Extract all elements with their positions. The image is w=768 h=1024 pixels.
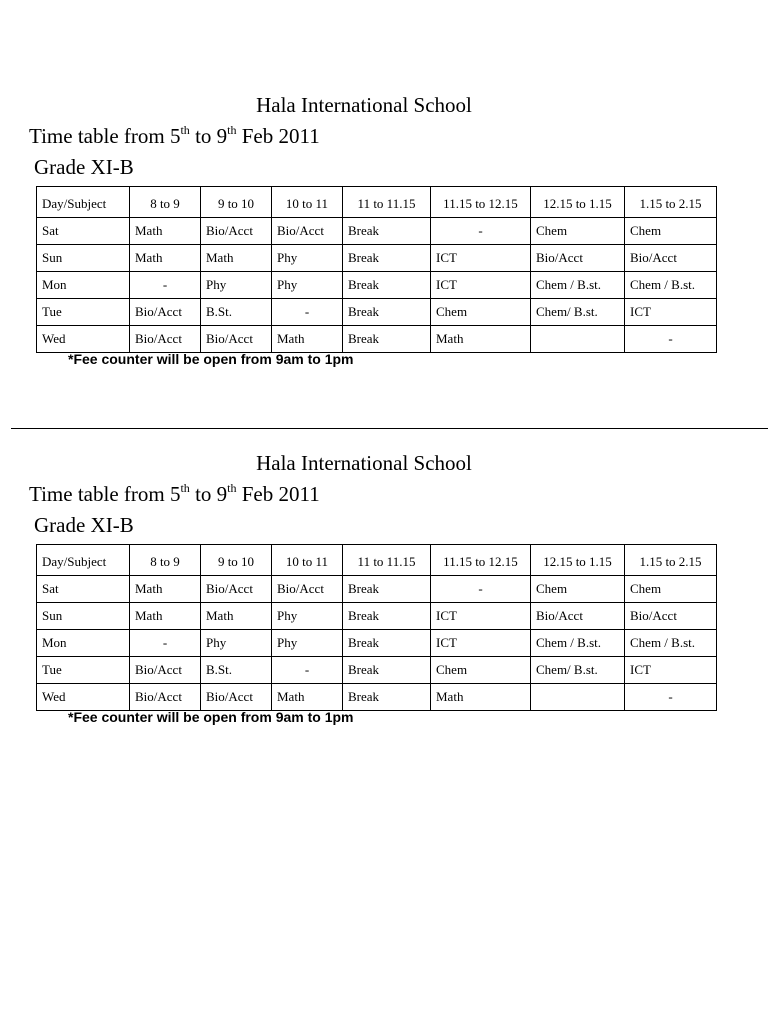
subject-cell: Chem [625, 218, 717, 245]
subject-cell: Chem / B.st. [625, 272, 717, 299]
subject-cell: Bio/Acct [272, 218, 343, 245]
subject-cell: Math [130, 603, 201, 630]
subject-cell: Phy [272, 603, 343, 630]
table-header-cell: 9 to 10 [201, 545, 272, 576]
timetable-table [36, 186, 717, 353]
day-cell: Sat [37, 576, 130, 603]
timetable-table [36, 544, 717, 711]
subject-cell: Math [130, 218, 201, 245]
table-row [37, 272, 717, 299]
subject-cell: Math [201, 603, 272, 630]
subject-cell: Chem / B.st. [625, 630, 717, 657]
subject-cell: ICT [625, 657, 717, 684]
subject-cell: Bio/Acct [531, 603, 625, 630]
subject-cell: - [625, 326, 717, 353]
table-header-cell: 11.15 to 12.15 [431, 187, 531, 218]
subject-cell: Math [431, 326, 531, 353]
subject-cell: Bio/Acct [531, 245, 625, 272]
subject-cell: B.St. [201, 657, 272, 684]
subject-cell: Math [272, 684, 343, 711]
subject-cell: Math [431, 684, 531, 711]
subject-cell: Break [343, 684, 431, 711]
subject-cell [531, 684, 625, 711]
timetable-title: Time table from 5th to 9th Feb 2011 [29, 481, 320, 506]
subject-cell: Bio/Acct [130, 299, 201, 326]
subject-cell: Math [272, 326, 343, 353]
table-row [37, 299, 717, 326]
table-header-cell: 8 to 9 [130, 545, 201, 576]
subject-cell: Bio/Acct [272, 576, 343, 603]
table-header-cell: 12.15 to 1.15 [531, 187, 625, 218]
fee-counter-note: *Fee counter will be open from 9am to 1pm [68, 709, 354, 725]
table-row [37, 630, 717, 657]
day-cell: Mon [37, 272, 130, 299]
table-header-cell: 10 to 11 [272, 187, 343, 218]
table-header-cell: 11 to 11.15 [343, 187, 431, 218]
day-cell: Wed [37, 326, 130, 353]
table-header-cell: 12.15 to 1.15 [531, 545, 625, 576]
table-row [37, 684, 717, 711]
subject-cell: Chem [531, 218, 625, 245]
table-row [37, 326, 717, 353]
subject-cell [531, 326, 625, 353]
subject-cell: Chem/ B.st. [531, 657, 625, 684]
subject-cell: Bio/Acct [201, 218, 272, 245]
table-header-row [37, 545, 717, 576]
table-header-cell: 1.15 to 2.15 [625, 545, 717, 576]
subject-cell: ICT [431, 272, 531, 299]
subject-cell: - [431, 576, 531, 603]
subject-cell: Chem / B.st. [531, 272, 625, 299]
subject-cell: Break [343, 299, 431, 326]
subject-cell: - [431, 218, 531, 245]
day-cell: Sat [37, 218, 130, 245]
subject-cell: Bio/Acct [625, 245, 717, 272]
subject-cell: Phy [272, 630, 343, 657]
subject-cell: Math [130, 245, 201, 272]
day-cell: Tue [37, 657, 130, 684]
subject-cell: ICT [431, 603, 531, 630]
subject-cell: Bio/Acct [130, 657, 201, 684]
table-header-row [37, 187, 717, 218]
subject-cell: ICT [431, 245, 531, 272]
subject-cell: Bio/Acct [625, 603, 717, 630]
subject-cell: Phy [272, 272, 343, 299]
subject-cell: Phy [201, 630, 272, 657]
day-cell: Wed [37, 684, 130, 711]
cut-line-divider [11, 428, 768, 429]
subject-cell: B.St. [201, 299, 272, 326]
subject-cell: Chem [531, 576, 625, 603]
table-row [37, 576, 717, 603]
subject-cell: Break [343, 657, 431, 684]
subject-cell: - [625, 684, 717, 711]
subject-cell: Break [343, 630, 431, 657]
table-row [37, 657, 717, 684]
day-cell: Sun [37, 245, 130, 272]
subject-cell: Chem/ B.st. [531, 299, 625, 326]
subject-cell: - [272, 657, 343, 684]
table-header-cell: Day/Subject [37, 545, 130, 576]
subject-cell: - [130, 272, 201, 299]
subject-cell: Chem [431, 657, 531, 684]
subject-cell: Break [343, 603, 431, 630]
table-header-cell: Day/Subject [37, 187, 130, 218]
subject-cell: Chem [625, 576, 717, 603]
subject-cell: Break [343, 326, 431, 353]
table-header-cell: 8 to 9 [130, 187, 201, 218]
subject-cell: Break [343, 272, 431, 299]
subject-cell: ICT [431, 630, 531, 657]
subject-cell: Break [343, 218, 431, 245]
day-cell: Mon [37, 630, 130, 657]
table-row [37, 603, 717, 630]
grade-label: Grade XI-B [34, 513, 134, 537]
school-name: Hala International School [256, 451, 472, 475]
table-header-cell: 9 to 10 [201, 187, 272, 218]
subject-cell: Chem / B.st. [531, 630, 625, 657]
subject-cell: Chem [431, 299, 531, 326]
subject-cell: Phy [272, 245, 343, 272]
day-cell: Sun [37, 603, 130, 630]
grade-label: Grade XI-B [34, 155, 134, 179]
fee-counter-note: *Fee counter will be open from 9am to 1pm [68, 351, 354, 367]
table-header-cell: 1.15 to 2.15 [625, 187, 717, 218]
timetable-title: Time table from 5th to 9th Feb 2011 [29, 123, 320, 148]
subject-cell: Break [343, 576, 431, 603]
table-row [37, 218, 717, 245]
subject-cell: Break [343, 245, 431, 272]
subject-cell: Bio/Acct [130, 326, 201, 353]
subject-cell: ICT [625, 299, 717, 326]
table-header-cell: 11.15 to 12.15 [431, 545, 531, 576]
table-header-cell: 11 to 11.15 [343, 545, 431, 576]
subject-cell: Math [130, 576, 201, 603]
subject-cell: Bio/Acct [201, 326, 272, 353]
subject-cell: Math [201, 245, 272, 272]
table-row [37, 245, 717, 272]
school-name: Hala International School [256, 93, 472, 117]
subject-cell: Phy [201, 272, 272, 299]
subject-cell: - [130, 630, 201, 657]
subject-cell: - [272, 299, 343, 326]
subject-cell: Bio/Acct [130, 684, 201, 711]
subject-cell: Bio/Acct [201, 576, 272, 603]
day-cell: Tue [37, 299, 130, 326]
table-header-cell: 10 to 11 [272, 545, 343, 576]
subject-cell: Bio/Acct [201, 684, 272, 711]
